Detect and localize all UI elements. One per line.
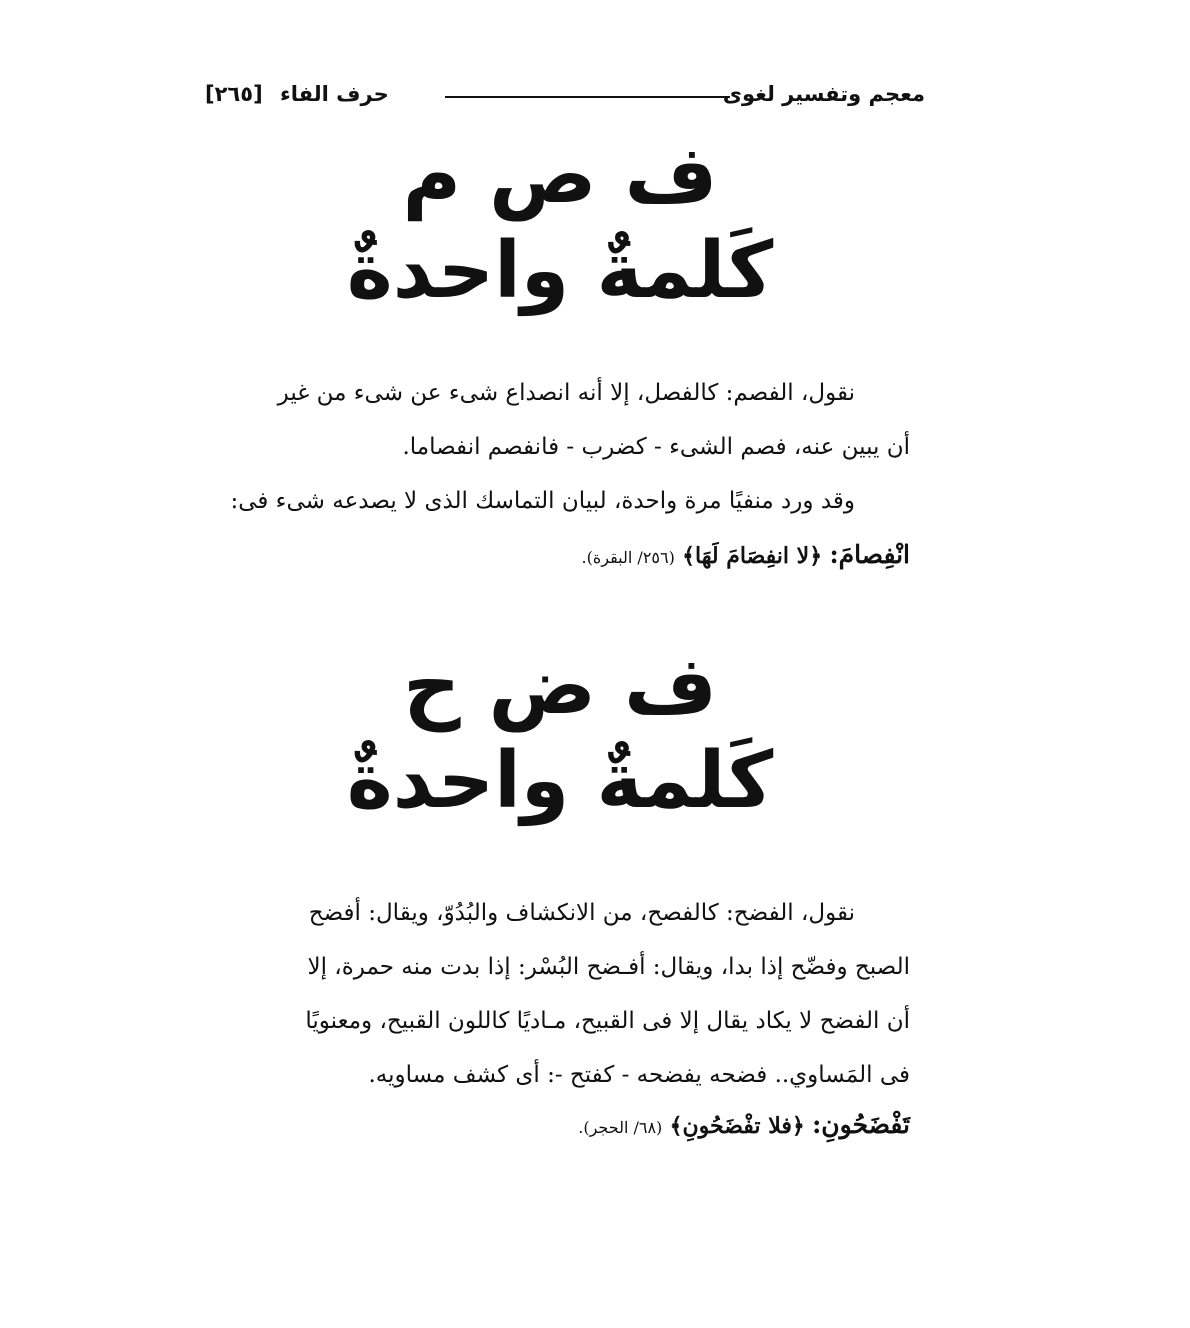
entry-root-heading: ف ض ح [403, 639, 717, 732]
paragraph-line: وقد ورد منفيًا مرة واحدة، لبيان التماسك الذى لا يصدعه شىء فى: [230, 488, 855, 514]
paragraph-line: نقول، الفصم: كالفصل، إلا أنه انصداع شىء عن شىء من غير [277, 380, 855, 406]
section-name: حرف الفاء [279, 82, 389, 106]
book-title: معجم وتفسير لغوى [722, 82, 925, 106]
entry-subheading: كَلمةٌ واحدةٌ [346, 736, 774, 826]
section-title [205, 82, 389, 106]
citation-verse: ﴿لا انفِصَامَ لَهَا﴾ [682, 543, 823, 569]
citation-reference: (٢٥٦/ البقرة). [581, 548, 675, 567]
paragraph-line: الصبح وفضّح إذا بدا، ويقال: أفـضح البُسْر: إذا بدت منه حمرة، إلا [307, 954, 910, 980]
entry-root-heading: ف ص م [402, 128, 718, 221]
quran-citation [578, 1110, 910, 1139]
citation-verse: ﴿فلا تفْضَحُونِ﴾ [669, 1113, 805, 1139]
page-number: [٢٦٥] [205, 82, 263, 106]
header-rule [445, 96, 730, 98]
paragraph-line: أن الفضح لا يكاد يقال إلا فى القبيح، مـاديًا كاللون القبيح، ومعنويًا [305, 1008, 910, 1034]
citation-reference: (٦٨/ الحجر). [578, 1118, 663, 1137]
entry-subheading: كَلمةٌ واحدةٌ [346, 226, 774, 316]
paragraph-line: نقول، الفضح: كالفصح، من الانكشاف والبُدُوّ، ويقال: أفضح [308, 900, 855, 926]
paragraph-line: أن يبين عنه، فصم الشىء - كضرب - فانفصم انفصاما. [402, 434, 910, 460]
quran-citation [582, 540, 910, 569]
citation-term: انْفِصامَ: [829, 540, 910, 569]
citation-term: تَفْضَحُونِ: [812, 1110, 910, 1139]
paragraph-line: فى المَساوي.. فضحه يفضحه - كفتح -: أى كشف مساويه. [368, 1062, 910, 1088]
entry-paragraph [205, 886, 910, 1102]
entry-paragraph [205, 366, 910, 528]
running-header [205, 80, 925, 112]
